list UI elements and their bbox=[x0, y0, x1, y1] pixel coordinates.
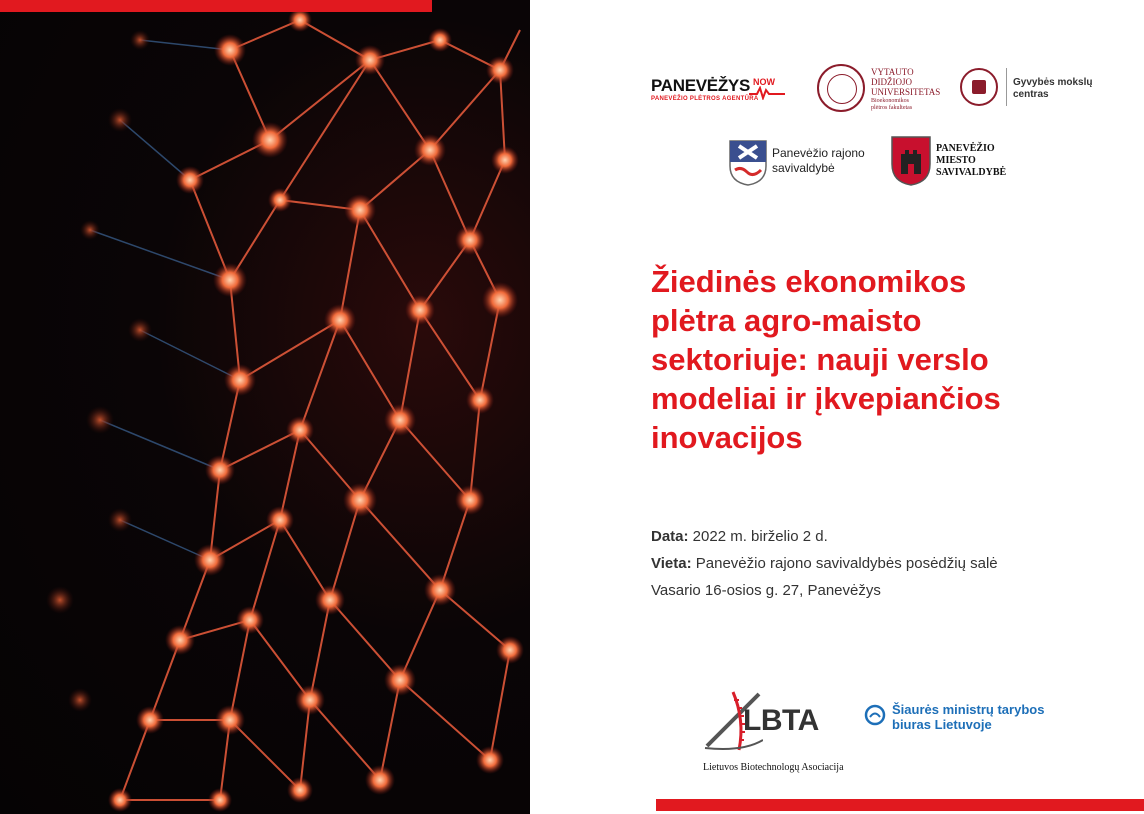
nordic-council-logo bbox=[862, 702, 1062, 738]
rajono-name: Panevėžio rajono savivaldybė bbox=[772, 146, 865, 175]
miesto-name: PANEVĖŽIO MIESTO SAVIVALDYBĖ bbox=[936, 143, 1007, 178]
title-line-2: plėtra agro-maisto bbox=[651, 303, 922, 338]
network-background-image bbox=[0, 0, 530, 814]
top-accent-bar bbox=[0, 0, 432, 12]
lbta-letters: LBTA bbox=[743, 704, 819, 737]
place-row: Vieta: Panevėžio rajono savivaldybės posėdžių salė bbox=[651, 555, 998, 572]
title-line-5: inovacijos bbox=[651, 420, 803, 455]
panevezys-logo-word: PANEVĖŽYS bbox=[651, 76, 751, 95]
place-label: Vieta bbox=[651, 555, 687, 572]
gmc-seal-icon bbox=[960, 68, 998, 106]
rajono-coat-of-arms-icon bbox=[729, 140, 767, 186]
miesto-coat-of-arms-icon bbox=[891, 136, 931, 186]
nordic-name: Šiaurės ministrų tarybos biuras Lietuvoje bbox=[892, 702, 1045, 732]
vdu-logo bbox=[817, 64, 941, 116]
place-value: Panevėžio rajono savivaldybės posėdžių salė bbox=[691, 555, 998, 572]
address-row: Vasario 16-osios g. 27, Panevėžys bbox=[651, 582, 881, 599]
vdu-faculty: Bioekonomikos plėtros fakultetas bbox=[871, 98, 913, 111]
panevezys-logo-subtitle: PANEVĖŽIO PLĖTROS AGENTŪRA bbox=[651, 96, 759, 102]
network-graphic bbox=[0, 0, 530, 814]
bottom-accent-bar bbox=[656, 799, 1144, 811]
panevezys-logo-now: NOW bbox=[753, 77, 775, 87]
vdu-name: VYTAUTO DIDŽIOJO UNIVERSITETAS bbox=[871, 67, 941, 97]
date-value: 2022 m. birželio 2 d. bbox=[688, 528, 828, 545]
title-line-4: modeliai ir įkvepiančios bbox=[651, 381, 1001, 416]
vdu-seal-icon bbox=[817, 64, 865, 112]
miesto-savivaldybe-logo bbox=[891, 136, 1031, 186]
panevezys-now-logo bbox=[651, 76, 787, 108]
lbta-caption: Lietuvos Biotechnologų Asociacija bbox=[703, 762, 844, 773]
date-label: Data bbox=[651, 528, 684, 545]
title-line-1: Žiedinės ekonomikos bbox=[651, 264, 967, 299]
date-row: Data: 2022 m. birželio 2 d. bbox=[651, 528, 828, 545]
gmc-logo bbox=[960, 68, 1100, 108]
title-line-3: sektoriuje: nauji verslo bbox=[651, 342, 989, 377]
rajono-savivaldybe-logo bbox=[729, 140, 889, 186]
gmc-divider bbox=[1006, 68, 1007, 106]
event-info bbox=[651, 523, 998, 604]
gmc-name: Gyvybės mokslų centras bbox=[1013, 77, 1093, 100]
nordic-swan-icon bbox=[864, 704, 886, 726]
event-title bbox=[651, 262, 1111, 457]
lbta-logo bbox=[703, 690, 863, 782]
